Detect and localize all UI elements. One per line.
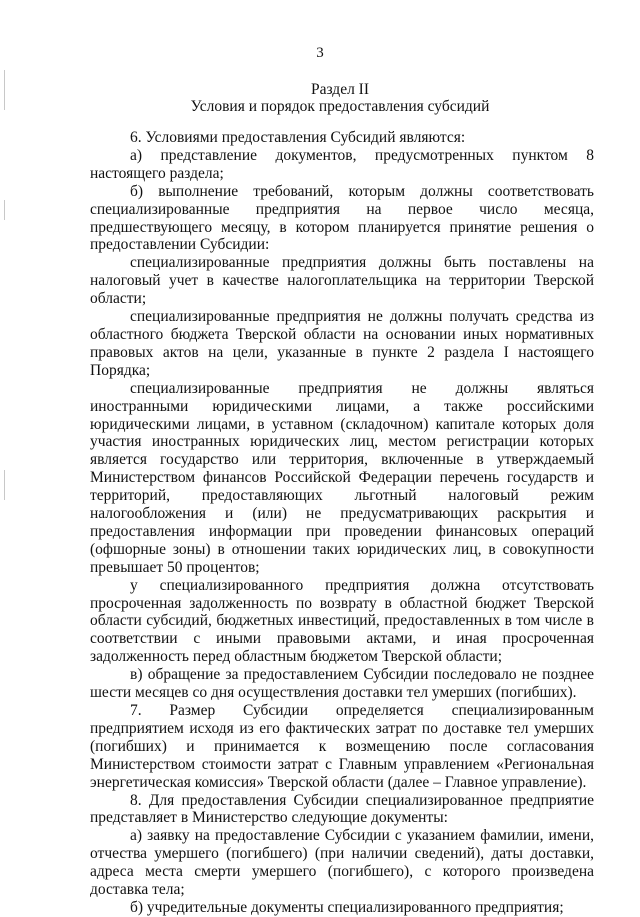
scan-margin-mark [4,70,5,110]
section-title: Раздел II [310,81,370,98]
paragraph: 8. Для предоставления Субсидии специализированное предприятие представляет в Министерство следующие документы: [90,791,594,827]
paragraph: специализированные предприятия должны быть поставлены на налоговый учет в качестве налогоплательщика на территории Тверской области; [90,254,594,308]
paragraph: специализированные предприятия не должны являться иностранными юридическими лицами, а также российскими юридическими лицами, в уставном (складочном) капитале которых доля участия иностранных юридических лиц, местом регистрации которых является государство или территория, включенные в утверждаемый Министерством финансов Российской Федерации перечень государств и территорий, предоставляющих льготный налоговый режим налогообложения и (или) не предусматривающих раскрытия и предоставления информации при проведении финансовых операций (офшорные зоны) в отношении таких юридических лиц, в совокупности превышает 50 процентов; [90,379,594,576]
paragraph: б) выполнение требований, которым должны соответствовать специализированные предприятия на первое число месяца, предшествующего месяцу, в котором планируется принятие решения о предоставлении Субсидии: [90,182,594,254]
paragraph: в) обращение за предоставлением Субсидии последовало не позднее шести месяцев со дня осуществления доставки тел умерших (погибших). [90,666,594,702]
paragraph: специализированные предприятия не должны получать средства из областного бюджета Тверской области на основании иных нормативных правовых актов на цели, указанные в пункте 2 раздела I настоящего Порядка; [90,308,594,379]
paragraph: а) представление документов, предусмотренных пунктом 8 настоящего раздела; [90,146,594,182]
page-number: 3 [316,45,324,61]
document-body [90,129,594,917]
paragraph: 6. Условиями предоставления Субсидий являются: [130,129,466,146]
scan-margin-mark [4,470,5,500]
section-subtitle: Условия и порядок предоставления субсидий [190,98,490,115]
paragraph: у специализированного предприятия должна отсутствовать просроченная задолженность по возврату в областной бюджет Тверской области субсидий, бюджетных инвестиций, предоставленных в том числе в соответствии с иными правовыми актами, и иная просроченная задолженность перед областным бюджетом Тверской области; [90,576,594,666]
paragraph: а) заявку на предоставление Субсидии с указанием фамилии, имени, отчества умершего (погибшего) (при наличии сведений), даты доставки, адреса места смерти умершего (погибшего), с которого произведена доставка тела; [90,827,594,899]
scan-margin-mark [4,200,5,220]
paragraph: б) учредительные документы специализированного предприятия; [130,898,564,916]
paragraph: 7. Размер Субсидии определяется специализированным предприятием исходя из его фактических затрат по доставке тел умерших (погибших) и принимается к возмещению после согласования Министерством стоимости затрат с Главным управлением «Региональная энергетическая комиссия» Тверской области (далее – Главное управление). [90,702,594,791]
